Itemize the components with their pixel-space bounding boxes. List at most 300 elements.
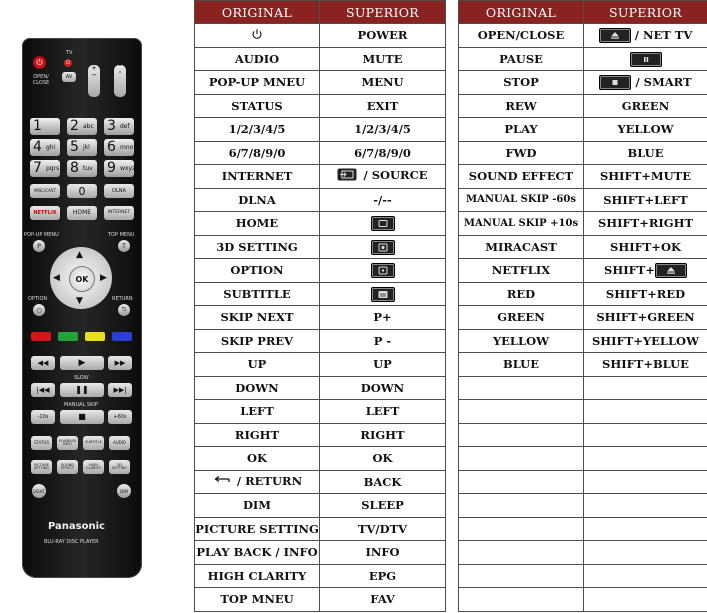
pause-key-icon bbox=[630, 52, 662, 67]
cell-superior bbox=[584, 118, 707, 142]
cell-superior bbox=[584, 282, 707, 306]
table-row bbox=[459, 494, 707, 518]
cell-original bbox=[459, 235, 584, 259]
cell-original bbox=[195, 259, 320, 283]
cell-superior bbox=[584, 329, 707, 353]
cell-original bbox=[195, 306, 320, 330]
cell-text: MANUAL SKIP +10s bbox=[463, 217, 579, 229]
cell-text: SUBTITLE bbox=[223, 286, 291, 301]
cell-original bbox=[195, 118, 320, 142]
source-icon bbox=[337, 168, 357, 184]
cell-original bbox=[195, 517, 320, 541]
cell-text: UP bbox=[373, 357, 392, 372]
mapping-table-left bbox=[194, 0, 446, 612]
cell-superior bbox=[584, 470, 707, 494]
cell-original bbox=[459, 188, 584, 212]
table-row bbox=[459, 306, 707, 330]
cell-superior bbox=[320, 376, 446, 400]
cell-original bbox=[459, 517, 584, 541]
cell-original bbox=[459, 212, 584, 236]
blue-key bbox=[112, 332, 132, 341]
option-label: OPTION bbox=[28, 296, 48, 302]
cell-original bbox=[195, 141, 320, 165]
cell-original bbox=[195, 47, 320, 71]
col-header-superior: SUPERIOR bbox=[320, 1, 446, 24]
open-close-label: OPEN/ CLOSE bbox=[32, 74, 50, 86]
cell-text: DIM bbox=[242, 498, 272, 513]
cell-superior bbox=[320, 494, 446, 518]
table-row bbox=[195, 353, 446, 377]
cell-superior bbox=[584, 306, 707, 330]
stop-key: ■ bbox=[60, 410, 104, 424]
table-row bbox=[459, 588, 707, 612]
cell-superior bbox=[584, 423, 707, 447]
cell-original bbox=[195, 188, 320, 212]
cell-text: SKIP PREV bbox=[220, 333, 294, 348]
cell-original bbox=[195, 329, 320, 353]
return-button-icon: ⮌ bbox=[118, 304, 130, 316]
playback-info-key: PLAYBACK INFO bbox=[57, 436, 78, 450]
cell-superior bbox=[584, 517, 707, 541]
cell-original bbox=[459, 588, 584, 612]
cell-text: SHIFT+MUTE bbox=[600, 169, 691, 184]
cell-text: BACK bbox=[363, 474, 402, 489]
cell-text: YELLOW bbox=[492, 333, 550, 348]
cell-superior bbox=[320, 588, 446, 612]
cell-superior bbox=[320, 118, 446, 142]
fwd-key: ▶▶ bbox=[108, 356, 132, 370]
cell-original bbox=[195, 282, 320, 306]
right-arrow-icon: ▶ bbox=[100, 273, 107, 283]
vol-rocker: + − bbox=[88, 65, 100, 97]
cell-text: / NET TV bbox=[634, 27, 693, 42]
table-row bbox=[459, 235, 707, 259]
cell-text: GREEN bbox=[621, 98, 670, 113]
cell-superior bbox=[584, 212, 707, 236]
ok-button: OK bbox=[69, 266, 95, 292]
cell-original bbox=[459, 353, 584, 377]
cell-original bbox=[195, 400, 320, 424]
table-row bbox=[459, 470, 707, 494]
cell-superior bbox=[320, 165, 446, 189]
cell-superior bbox=[320, 306, 446, 330]
table-row bbox=[459, 141, 707, 165]
picture-setting-key: PICTURE SETTING bbox=[31, 460, 52, 474]
table-header-row bbox=[195, 1, 446, 24]
netflix-shift-key-icon bbox=[655, 263, 687, 278]
up-arrow-icon: ▲ bbox=[76, 250, 83, 260]
manual-skip-label: MANUAL SKIP bbox=[64, 402, 98, 408]
cell-original bbox=[195, 353, 320, 377]
cell-text: STOP bbox=[503, 75, 539, 90]
cell-original bbox=[195, 71, 320, 95]
cell-text: FAV bbox=[370, 592, 395, 607]
cell-original bbox=[459, 71, 584, 95]
table-row bbox=[195, 212, 446, 236]
cell-original bbox=[459, 94, 584, 118]
red-key bbox=[31, 332, 51, 341]
table-row bbox=[195, 306, 446, 330]
cell-superior bbox=[320, 470, 446, 494]
cell-superior bbox=[584, 141, 707, 165]
internet-key: INTERNET bbox=[104, 206, 134, 220]
cell-original bbox=[195, 165, 320, 189]
subtitle-key: SUBTITLE bbox=[83, 436, 104, 450]
cell-text: SHIFT+LEFT bbox=[603, 192, 688, 207]
cell-superior bbox=[584, 400, 707, 424]
dim-button: DIM bbox=[117, 484, 131, 498]
3d-key-icon bbox=[371, 240, 395, 255]
cell-superior bbox=[584, 235, 707, 259]
cell-text: AUDIO bbox=[234, 51, 280, 66]
table-row bbox=[459, 353, 707, 377]
cell-original bbox=[459, 259, 584, 283]
cell-superior bbox=[320, 329, 446, 353]
cell-superior bbox=[584, 47, 707, 71]
table-row bbox=[195, 141, 446, 165]
num-key-3: 3 def bbox=[104, 118, 134, 135]
cell-superior bbox=[320, 564, 446, 588]
cell-text: TV/DTV bbox=[357, 521, 408, 536]
col-header-original: ORIGINAL bbox=[459, 1, 584, 24]
cell-superior bbox=[584, 376, 707, 400]
plus60-key: +60s bbox=[108, 410, 132, 424]
cell-text: MANUAL SKIP -60s bbox=[466, 194, 576, 206]
cell-superior bbox=[320, 541, 446, 565]
table-row bbox=[459, 400, 707, 424]
cell-text: 1/2/3/4/5 bbox=[228, 122, 286, 137]
cell-original bbox=[459, 141, 584, 165]
cell-original bbox=[459, 282, 584, 306]
table-row bbox=[195, 259, 446, 283]
cell-text: HIGH CLARITY bbox=[207, 568, 307, 583]
num-key-4: 4 ghi bbox=[30, 139, 60, 156]
cell-text: SHIFT+RED bbox=[605, 286, 686, 301]
cell-superior bbox=[320, 353, 446, 377]
cell-superior bbox=[584, 564, 707, 588]
stop-key-icon bbox=[599, 75, 631, 90]
cell-original bbox=[195, 212, 320, 236]
rew-key: ◀◀ bbox=[31, 356, 55, 370]
table-row bbox=[195, 400, 446, 424]
remote-control-image bbox=[22, 38, 142, 578]
skip-prev-key: |◀◀ bbox=[31, 383, 55, 397]
cell-text: PLAY BACK / INFO bbox=[196, 545, 318, 560]
cell-superior bbox=[584, 353, 707, 377]
cell-text: BLUE bbox=[627, 145, 664, 160]
cell-text: EPG bbox=[368, 568, 397, 583]
return-arrow-icon bbox=[212, 475, 230, 489]
cell-text: PAUSE bbox=[499, 51, 543, 66]
green-key bbox=[58, 332, 78, 341]
pause-key: ❚❚ bbox=[60, 383, 104, 397]
table-row bbox=[459, 47, 707, 71]
cell-original bbox=[195, 447, 320, 471]
table-row bbox=[459, 188, 707, 212]
num-key-1: 1 bbox=[30, 118, 60, 135]
table-row bbox=[459, 71, 707, 95]
cell-text: SLEEP bbox=[361, 498, 404, 513]
num-key-2: 2 abc bbox=[67, 118, 97, 135]
cell-text: 3D SETTING bbox=[216, 239, 298, 254]
cell-superior bbox=[584, 94, 707, 118]
cell-text: RIGHT bbox=[234, 427, 280, 442]
play-key: ▶ bbox=[60, 356, 104, 370]
cell-original bbox=[459, 470, 584, 494]
cell-text: DOWN bbox=[235, 380, 279, 395]
table-row bbox=[195, 494, 446, 518]
cell-original bbox=[459, 541, 584, 565]
home-key-icon bbox=[371, 216, 395, 231]
table-row bbox=[195, 235, 446, 259]
num-key-8: 8 tuv bbox=[67, 160, 97, 177]
table-row bbox=[195, 94, 446, 118]
cell-text: -/-- bbox=[373, 192, 392, 207]
cell-text: MENU bbox=[361, 75, 404, 90]
cell-text: STATUS bbox=[231, 98, 283, 113]
cell-original bbox=[459, 423, 584, 447]
table-row bbox=[195, 470, 446, 494]
num-key-7: 7 pqrs bbox=[30, 160, 60, 177]
table-row bbox=[459, 564, 707, 588]
subtitle-key-icon bbox=[371, 287, 395, 302]
cell-text: / SMART bbox=[635, 74, 692, 89]
cell-text: OK bbox=[372, 451, 393, 466]
cell-text: SOUND EFFECT bbox=[468, 169, 574, 184]
num-key-6: 6 mno bbox=[104, 139, 134, 156]
cell-original bbox=[459, 306, 584, 330]
miracast-key: MISC/CAST bbox=[30, 184, 60, 198]
sound-effect-key: SOUND EFFECT bbox=[57, 460, 78, 474]
cell-original bbox=[459, 447, 584, 471]
cell-superior bbox=[584, 541, 707, 565]
table-row bbox=[195, 47, 446, 71]
3d-setting-key: 3D SETTING bbox=[109, 460, 130, 474]
table-row bbox=[459, 212, 707, 236]
cell-text: SHIFT+BLUE bbox=[602, 357, 689, 372]
skip-next-key: ▶▶| bbox=[108, 383, 132, 397]
cell-superior bbox=[320, 141, 446, 165]
cell-text: PLAY bbox=[504, 122, 538, 137]
table-row bbox=[459, 282, 707, 306]
cell-text: PICTURE SETTING bbox=[195, 521, 319, 536]
brand-logo: Panasonic bbox=[48, 521, 105, 532]
table-row bbox=[195, 282, 446, 306]
cell-original bbox=[459, 376, 584, 400]
table-row bbox=[459, 541, 707, 565]
cell-original bbox=[459, 165, 584, 189]
table-row bbox=[459, 118, 707, 142]
table-row bbox=[195, 447, 446, 471]
cell-text: SHIFT+GREEN bbox=[596, 310, 695, 325]
cell-superior bbox=[320, 282, 446, 306]
cell-text: SKIP NEXT bbox=[220, 310, 294, 325]
cell-original bbox=[459, 24, 584, 48]
cell-text: NETFLIX bbox=[491, 263, 551, 278]
cell-text: SHIFT+RIGHT bbox=[597, 216, 694, 231]
cell-superior bbox=[584, 259, 707, 283]
cell-text: / SOURCE bbox=[363, 168, 428, 183]
cell-text: OPEN/CLOSE bbox=[477, 28, 565, 43]
cell-superior bbox=[320, 24, 446, 48]
cell-superior bbox=[320, 259, 446, 283]
cell-text: P - bbox=[373, 333, 392, 348]
yellow-key bbox=[85, 332, 105, 341]
dlna-key: DLNA bbox=[104, 184, 134, 198]
down-arrow-icon: ▼ bbox=[76, 296, 83, 306]
cell-superior bbox=[320, 423, 446, 447]
table-row bbox=[459, 165, 707, 189]
table-row bbox=[459, 24, 707, 48]
cell-text: P+ bbox=[373, 310, 392, 325]
table-row bbox=[459, 447, 707, 471]
cell-superior bbox=[320, 188, 446, 212]
table-row bbox=[195, 541, 446, 565]
cell-superior bbox=[584, 447, 707, 471]
av-button: AV bbox=[62, 72, 76, 82]
table-row bbox=[459, 329, 707, 353]
num-key-5: 5 jkl bbox=[67, 139, 97, 156]
table-row bbox=[195, 24, 446, 48]
num-key-9: 9 wxyz bbox=[104, 160, 134, 177]
light-button: LIGHT bbox=[32, 484, 46, 498]
cell-text: BLUE bbox=[503, 357, 539, 372]
cell-original bbox=[195, 588, 320, 612]
tv-power-icon: ⏻ bbox=[64, 59, 72, 67]
cell-text: UP bbox=[247, 357, 267, 372]
cell-original bbox=[195, 423, 320, 447]
cell-text: POP-UP MNEU bbox=[208, 75, 306, 90]
tv-label: TV bbox=[66, 50, 73, 56]
cell-original bbox=[459, 329, 584, 353]
zero-key: 0 bbox=[67, 184, 97, 198]
left-arrow-icon: ◀ bbox=[53, 273, 60, 283]
cell-text: 1/2/3/4/5 bbox=[354, 122, 411, 137]
cell-original bbox=[459, 118, 584, 142]
audio-key: AUDIO bbox=[109, 436, 130, 450]
mapping-table-right bbox=[458, 0, 707, 612]
cell-text: / RETURN bbox=[236, 474, 303, 489]
cell-text: TOP MNEU bbox=[220, 592, 294, 607]
table-row bbox=[195, 517, 446, 541]
slow-label: SLOW bbox=[74, 375, 89, 381]
table-row bbox=[195, 71, 446, 95]
cell-text: MIRACAST bbox=[485, 239, 557, 254]
table-row bbox=[459, 517, 707, 541]
table-header-row bbox=[459, 1, 707, 24]
cell-superior bbox=[320, 212, 446, 236]
cell-superior bbox=[320, 235, 446, 259]
model-label: BLU-RAY DISC PLAYER bbox=[44, 539, 99, 545]
cell-text: OK bbox=[246, 451, 267, 466]
cell-text: FWD bbox=[505, 145, 537, 160]
cell-text: LEFT bbox=[365, 404, 400, 419]
cell-text: RIGHT bbox=[360, 427, 405, 442]
cell-text: HOME bbox=[235, 216, 279, 231]
cell-text: EXIT bbox=[366, 98, 399, 113]
col-header-superior: SUPERIOR bbox=[584, 1, 707, 24]
option-button: ○ bbox=[33, 304, 45, 316]
cell-original bbox=[459, 400, 584, 424]
cell-text: GREEN bbox=[497, 310, 545, 325]
cell-text: MUTE bbox=[362, 51, 403, 66]
table-row bbox=[459, 259, 707, 283]
table-row bbox=[195, 588, 446, 612]
cell-original bbox=[195, 94, 320, 118]
power-icon bbox=[251, 28, 263, 43]
return-label: RETURN bbox=[112, 296, 133, 302]
cell-original bbox=[195, 494, 320, 518]
cell-original bbox=[195, 470, 320, 494]
cell-text: OPTION bbox=[230, 263, 284, 278]
cell-text: RED bbox=[506, 286, 536, 301]
netflix-key: NETFLIX bbox=[30, 206, 60, 220]
table-row bbox=[195, 165, 446, 189]
cell-text: DLNA bbox=[238, 192, 276, 207]
high-clarity-key: HIGH CLARITY bbox=[83, 460, 104, 474]
cell-text: POWER bbox=[357, 28, 408, 43]
table-row bbox=[459, 423, 707, 447]
cell-superior bbox=[584, 24, 707, 48]
power-button-icon: ⏻ bbox=[33, 56, 46, 69]
cell-superior bbox=[320, 517, 446, 541]
cell-superior bbox=[584, 71, 707, 95]
cell-text: DOWN bbox=[360, 380, 405, 395]
t-button: T bbox=[118, 240, 130, 252]
table-row bbox=[195, 376, 446, 400]
status-key: STATUS bbox=[31, 436, 52, 450]
table-row bbox=[195, 118, 446, 142]
table-row bbox=[195, 564, 446, 588]
table-row bbox=[195, 423, 446, 447]
cell-text: 6/7/8/9/0 bbox=[228, 145, 286, 160]
cell-superior bbox=[320, 71, 446, 95]
cell-superior bbox=[320, 400, 446, 424]
eject-key-icon bbox=[599, 28, 631, 43]
cell-superior bbox=[584, 188, 707, 212]
top-menu-label: TOP MENU bbox=[108, 232, 135, 238]
cell-superior bbox=[584, 494, 707, 518]
table-row bbox=[195, 188, 446, 212]
cell-original bbox=[459, 47, 584, 71]
p-button: P bbox=[33, 240, 45, 252]
ch-rocker: ˄ ˅ bbox=[114, 65, 126, 97]
table-row bbox=[459, 376, 707, 400]
cell-original bbox=[195, 564, 320, 588]
cell-text: REW bbox=[505, 98, 537, 113]
cell-superior bbox=[584, 588, 707, 612]
minus10-key: -10s bbox=[31, 410, 55, 424]
cell-text: INFO bbox=[365, 545, 400, 560]
table-row bbox=[459, 94, 707, 118]
table-row bbox=[195, 329, 446, 353]
cell-original bbox=[459, 564, 584, 588]
cell-original bbox=[195, 235, 320, 259]
col-header-original: ORIGINAL bbox=[195, 1, 320, 24]
cell-original bbox=[195, 376, 320, 400]
cell-original bbox=[459, 494, 584, 518]
cell-text: INTERNET bbox=[221, 169, 293, 184]
option-key-icon bbox=[371, 263, 395, 278]
cell-text: 6/7/8/9/0 bbox=[354, 145, 411, 160]
dpad-ring bbox=[50, 247, 112, 309]
cell-original bbox=[195, 541, 320, 565]
cell-original bbox=[195, 24, 320, 48]
cell-text: SHIFT+OK bbox=[610, 239, 681, 254]
cell-superior bbox=[320, 94, 446, 118]
cell-text: LEFT bbox=[240, 404, 274, 419]
cell-superior bbox=[584, 165, 707, 189]
